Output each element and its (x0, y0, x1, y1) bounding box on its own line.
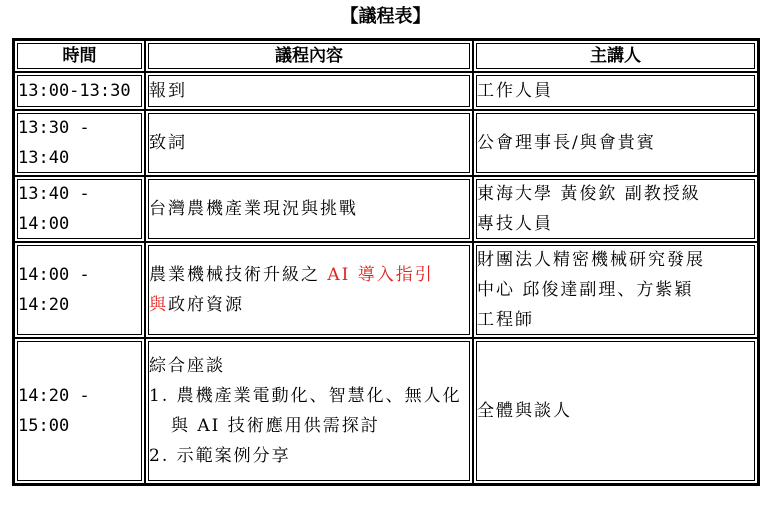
speaker-line: 東海大學 黃俊欽 副教授級 (477, 184, 701, 204)
time-cell (14, 338, 145, 484)
list-item: 1. 農機產業電動化、智慧化、無人化與 AI 技術應用供需探討 (149, 386, 462, 436)
time-start: 13:30 - (18, 118, 90, 138)
time-start: 14:20 - (18, 386, 90, 406)
content-cell (145, 338, 473, 484)
table-row (14, 176, 758, 242)
header-time: 時間 (14, 40, 145, 72)
time-end: 15:00 (18, 416, 70, 436)
page-title: 【議程表】 (340, 6, 431, 27)
time-cell (14, 110, 145, 176)
time-cell (14, 176, 145, 242)
content-cell (145, 242, 473, 338)
time-end: 14:00 (18, 214, 70, 234)
content-cell: 報到 (145, 72, 473, 110)
speaker-cell (473, 72, 758, 110)
header-speaker: 主講人 (473, 40, 758, 72)
content-highlight: AI 導入指引 (320, 265, 434, 285)
speaker-line: 專技人員 (477, 214, 553, 234)
header-content: 議程內容 (145, 40, 473, 72)
speaker-text: 公會理事長/與會貴賓 (477, 133, 656, 153)
content-heading: 綜合座談 (149, 356, 225, 376)
speaker-cell (473, 110, 758, 176)
table-row (14, 338, 758, 484)
speaker-cell (473, 242, 758, 338)
agenda-table (12, 38, 760, 486)
speaker-cell (473, 338, 758, 484)
speaker-text: 全體與談人 (477, 401, 572, 421)
discussion-list (149, 381, 469, 471)
time-cell (14, 72, 145, 110)
content-highlight: 與 (149, 295, 168, 315)
table-row (14, 242, 758, 338)
time-start: 13:40 - (18, 184, 90, 204)
speaker-line: 中心 邱俊達副理、方紫穎 (477, 280, 694, 300)
table-row (14, 72, 758, 110)
speaker-text: 工作人員 (477, 81, 553, 101)
time-end: 13:40 (18, 148, 70, 168)
time-text: 13:00-13:30 (18, 81, 131, 101)
speaker-line: 財團法人精密機械研究發展 (477, 250, 705, 270)
content-text: 政府資源 (168, 295, 244, 315)
time-cell (14, 242, 145, 338)
speaker-line: 工程師 (477, 310, 534, 330)
table-row (14, 110, 758, 176)
speaker-cell (473, 176, 758, 242)
time-end: 14:20 (18, 295, 70, 315)
table-header-row (14, 40, 758, 72)
list-item: 2. 示範案例分享 (149, 446, 291, 466)
content-text: 農業機械技術升級之 (149, 265, 320, 285)
content-cell: 致詞 (145, 110, 473, 176)
time-start: 14:00 - (18, 265, 90, 285)
content-cell: 台灣農機產業現況與挑戰 (145, 176, 473, 242)
